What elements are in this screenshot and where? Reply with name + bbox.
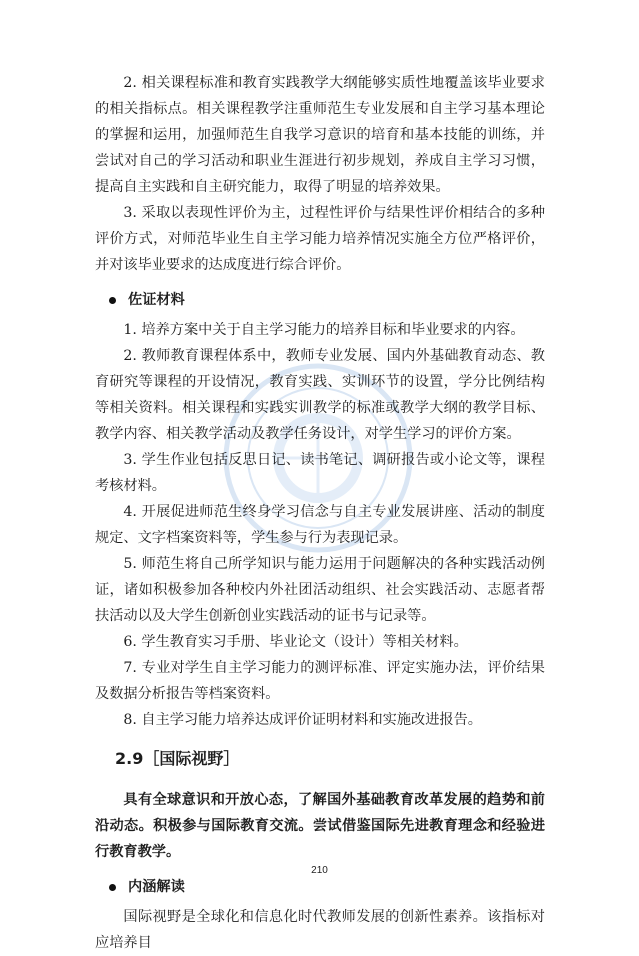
paragraph-2: 2. 相关课程标准和教育实践教学大纲能够实质性地覆盖该毕业要求的相关指标点。相关课程教学注重师范生专业发展和自主学习基本理论的掌握和运用，加强师范生自我学习意识的培育和基本技能的训练，并尝试对自己的学习活动和职业生涯进行初步规划，养成自主学习习惯，提高自主实践和自主研究能力，取得了明显的培养效果。 bbox=[95, 75, 545, 195]
bullet-dot-icon bbox=[109, 884, 116, 891]
bullet-dot-icon bbox=[109, 297, 116, 304]
evidence-item: 2. 教师教育课程体系中，教师专业发展、国内外基础教育动态、教育研究等课程的开设情况，教育实践、实训环节的设置，学分比例结构等相关资料。相关课程和实践实训教学的标准或教学大纲的教学目标、教学内容、相关教学活动及教学任务设计，对学生学习的评价方案。 bbox=[95, 348, 545, 442]
bullet-heading-label: 佐证材料 bbox=[128, 292, 185, 308]
evidence-item: 1. 培养方案中关于自主学习能力的培养目标和毕业要求的内容。 bbox=[123, 322, 525, 338]
paragraph-3: 3. 采取以表现性评价为主，过程性评价与结果性评价相结合的多种评价方式，对师范毕业生自主学习能力培养情况实施全方位严格评价，并对该毕业要求的达成度进行综合评价。 bbox=[95, 205, 545, 273]
page-number: 210 bbox=[311, 865, 328, 876]
bullet-heading-interpretation bbox=[95, 874, 545, 900]
section-title: 2.9［国际视野］ bbox=[115, 749, 240, 768]
bullet-heading-label: 内涵解读 bbox=[128, 879, 185, 895]
bold-requirement-paragraph: 具有全球意识和开放心态，了解国外基础教育改革发展的趋势和前沿动态。积极参与国际教育交流。尝试借鉴国际先进教育理念和经验进行教育教学。 bbox=[95, 792, 545, 860]
evidence-item: 7. 专业对学生自主学习能力的测评标准、评定实施办法，评价结果及数据分析报告等档案资料。 bbox=[95, 660, 545, 702]
bullet-heading-evidence bbox=[95, 287, 545, 313]
evidence-item: 6. 学生教育实习手册、毕业论文（设计）等相关材料。 bbox=[123, 634, 468, 650]
evidence-item: 8. 自主学习能力培养达成评价证明材料和实施改进报告。 bbox=[123, 712, 482, 728]
main-content bbox=[95, 70, 545, 956]
evidence-item: 5. 师范生将自己所学知识与能力运用于问题解决的各种实践活动例证，诸如积极参加各种校内外社团活动组织、社会实践活动、志愿者帮扶活动以及大学生创新创业实践活动的证书与记录等。 bbox=[95, 556, 545, 624]
interpretation-paragraph: 国际视野是全球化和信息化时代教师发展的创新性素养。该指标对应培养目 bbox=[95, 909, 545, 951]
evidence-item: 3. 学生作业包括反思日记、读书笔记、调研报告或小论文等，课程考核材料。 bbox=[95, 452, 545, 494]
evidence-item: 4. 开展促进师范生终身学习信念与自主专业发展讲座、活动的制度规定、文字档案资料等，学生参与行为表现记录。 bbox=[95, 504, 545, 546]
